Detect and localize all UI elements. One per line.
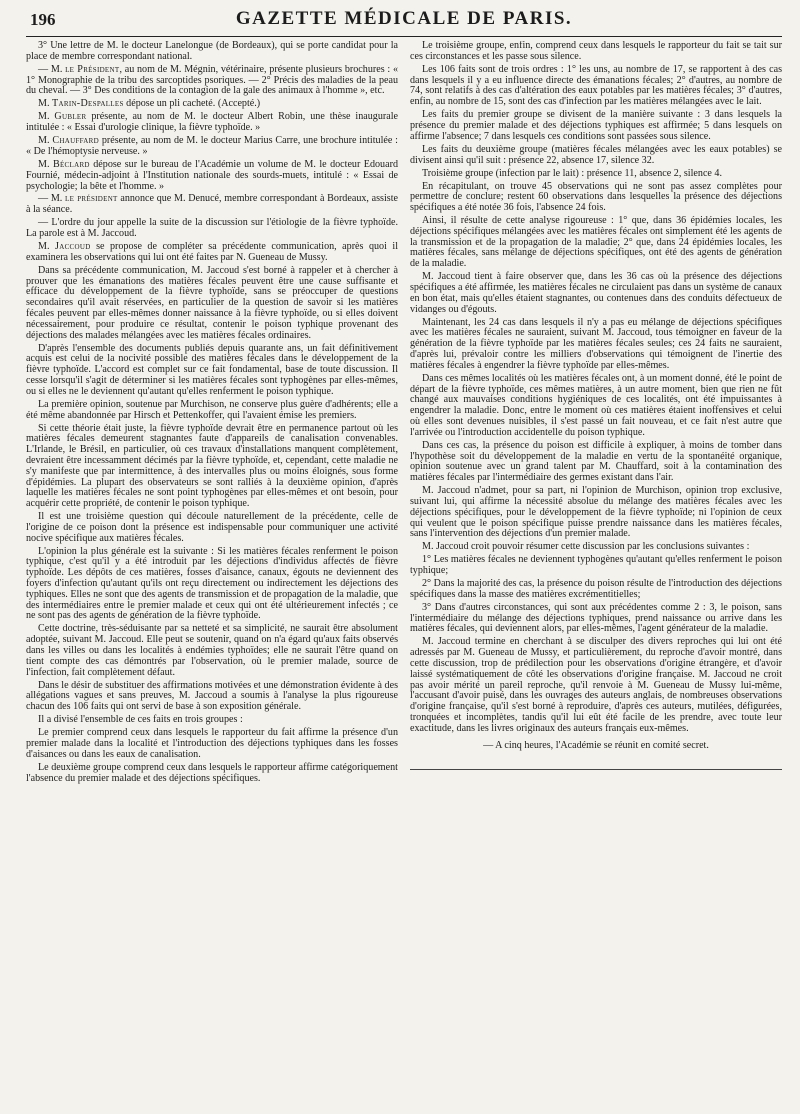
- paragraph: [410, 145, 782, 167]
- paragraph-text: présente, au nom de M. le docteur Marius Carre, une brochure intitulée : « De l'hémoptysie nerveuse. »: [26, 135, 398, 157]
- paragraph-text: M. Jaccoud termine en cherchant à se disculper des divers reproches qui lui ont été adressés par M. Gueneau de Mussy, et particulièrement, du reproche d'avoir montré, dans cette discussion, trop de prédilection pour les observations d'origine étrangère, et d'avoir laissé systématiquement de côté les observations d'origine française. M. Jaccoud ne croit pas avoir mérité un pareil reproche, qu'il renvoie à M. Gueneau de Mussy lui-même, l'accusant d'avoir puisé, dans les ouvrages des auteurs anglais, de nombreuses observations d'origine française, qu'il s'est borné à reproduire, d'après ces auteurs, mutilées, défigurées, tronquées et incomplètes, tandis qu'il lui eût été facile de les prendre, avec toute leur exactitude, dans les livres originaux des auteurs français eux-mêmes.: [410, 636, 782, 734]
- page-number: 196: [30, 10, 56, 29]
- paragraph: [410, 272, 782, 315]
- journal-title: GAZETTE MÉDICALE DE PARIS.: [235, 8, 573, 29]
- paragraph: [410, 318, 782, 372]
- paragraph: [26, 400, 398, 422]
- paragraph-text: D'après l'ensemble des documents publiés depuis quarante ans, un fait définitivement acquis est celui de la nocivité possible des matières fécales dans le développement de la fièvre typhoïde. L'accord est complet sur ce fait fondamental, base de toute discussion. Il cesse lorsqu'il s'agit de déterminer si les matières fécales sont typhogènes par elles-mêmes, ou si elles ne le deviennent qu'autant qu'elles renferment le poison typhique.: [26, 342, 398, 397]
- paragraph-text: M.: [38, 111, 55, 123]
- speaker-name: Béclard: [52, 158, 90, 170]
- paragraph-text: L'opinion la plus générale est la suivante : Si les matières fécales renferment le poison typhique, c'est qu'il y a été introduit par les déjections d'individus affectés de fièvre typhoïde. Les dépôts de ces matières, fosses d'aisance, canaux, égouts ne deviennent des foyers d'infection qu'autant qu'ils ont reçu directement ou indirectement les déjections des typhiques. Elles ne sont que des agents de transmission et de propagation de la maladie, que des intermédiaires entre le premier malade et ceux qui ont été ultérieurement infectés ; ce ne sont pas des agents de génération de la fièvre typhoïde.: [26, 545, 398, 622]
- paragraph: [410, 542, 782, 553]
- paragraph: [26, 242, 398, 264]
- paragraph-text: M.: [38, 241, 55, 253]
- speaker-name: Chauffard: [52, 135, 99, 147]
- paragraph: [26, 424, 398, 510]
- article-columns: [26, 41, 782, 1101]
- paragraph: [26, 715, 398, 726]
- paragraph-text: Il est une troisième question qui découle naturellement de la précédente, celle de l'origine de ce poison dont la présence est indispensable pour communiquer une activité nocive spécifique aux matières fécales.: [26, 511, 398, 544]
- paragraph-text: dépose un pli cacheté. (Accepté.): [123, 98, 261, 110]
- paragraph-text: 3° Une lettre de M. le docteur Lanelongue (de Bordeaux), qui se porte candidat pour la place de membre correspondant national.: [26, 41, 398, 62]
- paragraph-text: En récapitulant, on trouve 45 observations qui ne sont pas assez complètes pour permettre de conclure; restent 60 observations dans lesquelles la présence des déjections spécifiques a été notée 36 fois, l'absence 24 fois.: [410, 180, 782, 214]
- paragraph: [410, 41, 782, 63]
- paragraph-text: Les faits du premier groupe se divisent de la manière suivante : 3 dans lesquels la présence du premier malade et des déjections typhiques est affirmée; 5 dans lesquels on affirme l'absence; 7 dans lesquels ces conditions sont passées sous silence.: [410, 109, 782, 142]
- paragraph-text: se propose de compléter sa précédente communication, après quoi il examinera les observations qui lui ont été faites par N. Gueneau de Mussy.: [26, 241, 398, 263]
- paragraph-text: Les faits du deuxième groupe (matières fécales mélangées avec les eaux potables) se divisent ainsi qu'il suit : présence 22, absence 17, silence 32.: [410, 143, 782, 166]
- paragraph-text: Dans ces cas, la présence du poison est difficile à expliquer, à moins de tomber dans l'hypothèse soit du développement de la maladie en vertu de la spontanéité organique, opinion soutenue avec un grand talent par M. Chauffard, soit à la contamination des matières fécales par l'intermédiaire des germes existant dans l'air.: [410, 439, 782, 484]
- paragraph: [26, 65, 398, 97]
- paragraph-text: dépose sur le bureau de l'Académie un volume de M. le docteur Edouard Fournié, médecin-adjoint à l'Institution nationale des sourds-muets, intitulé : « Essai de psychologie; la bête et l'homme. »: [26, 158, 398, 192]
- paragraph-text: Ainsi, il résulte de cette analyse rigoureuse : 1° que, dans 36 épidémies locales, les déjections spécifiques mélangées avec les matières fécales ont simplement été les agents de la transmission et de la propagation de la maladie; 2° que, dans 24 épidémies locales, les matières fécales, sans mélange de déjections spécifiques, ont été des agents de génération de la maladie.: [410, 215, 782, 270]
- paragraph: [26, 99, 398, 110]
- paragraph-text: Si cette théorie était juste, la fièvre typhoïde devrait être en permanence partout où les matières fécales demeurent stagnantes faute d'appareils de canalisation convenables. L'Irlande, le Brésil, en particulier, où ces travaux d'installations manquent complètement, devraient être incessamment décimés par la fièvre typhoïde, et, cependant, cette maladie ne s'y manifeste que par intermittence, à des intervalles plus ou moins éloignés, sous forme d'épidémies. La plupart des observateurs se sont ralliés à la deuxième opinion, d'après laquelle les matières fécales ne sont point typhogènes par elles-mêmes et ont besoin, pour acquérir cette propriété, de contenir le poison typhique.: [26, 422, 398, 510]
- paragraph: [26, 194, 398, 216]
- paragraph: [410, 169, 782, 180]
- paragraph-text: Troisième groupe (infection par le lait) : présence 11, absence 2, silence 4.: [422, 167, 722, 179]
- paragraph-text: — M.: [38, 63, 66, 75]
- paragraph-text: 1° Les matières fécales ne deviennent typhogènes qu'autant qu'elles renferment le poison typhique;: [410, 554, 782, 577]
- paragraph: [410, 216, 782, 270]
- paragraph: [26, 624, 398, 678]
- left-column: [26, 41, 398, 1101]
- page-header: [26, 8, 782, 34]
- paragraph: [26, 266, 398, 342]
- right-column-paragraphs: [410, 41, 782, 735]
- paragraph-text: , au nom de M. Mégnin, vétérinaire, présente plusieurs brochures : « 1° Monographie de la tribu des sarcoptides psoriques. — 2° Précis des maladies de la peau du cheval. — 3° Des conditions de la contagion de la gale des animaux à l'homme », etc.: [26, 63, 398, 97]
- paragraph: [26, 763, 398, 785]
- paragraph-text: Il a divisé l'ensemble de ces faits en trois groupes :: [38, 714, 243, 726]
- paragraph-text: 3° Dans d'autres circonstances, qui sont aux précédentes comme 2 : 3, le poison, sans l'intermédiaire du mélange des déjections typhiques, prend naissance ou arrive dans les matières fécales, qui deviennent alors, par elles-mêmes, l'agent générateur de la maladie.: [410, 601, 782, 635]
- paragraph-text: M.: [38, 158, 53, 170]
- paragraph-text: Le deuxième groupe comprend ceux dans lesquels le rapporteur affirme catégoriquement l'absence du premier malade et des déjections spécifiques.: [26, 761, 398, 784]
- paragraph: [410, 65, 782, 108]
- paragraph-text: M.: [38, 98, 53, 110]
- paragraph-text: M. Jaccoud tient à faire observer que, dans les 36 cas où la présence des déjections spécifiques a été affirmée, les matières fécales ne circulaient pas dans un système de canaux en bon état, mais qu'elles étaient stagnantes, ou contenues dans des conduits défectueux de vidanges ou d'égouts.: [410, 271, 782, 315]
- paragraph-text: — M.: [38, 193, 66, 205]
- paragraph-text: M. Jaccoud n'admet, pour sa part, ni l'opinion de Murchison, opinion trop exclusive, suivant lui, qui affirme la nécessité absolue du mélange des matières fécales avec les déjections spécifiques, pour le développement de la fièvre typhoïde; ni l'opinion de ceux qui veulent que le poison spécifique puisse prendre naissance dans les matières fécales, sans l'intervention des déjections d'un premier malade.: [410, 485, 782, 540]
- paragraph: [26, 681, 398, 713]
- paragraph: [410, 441, 782, 484]
- paragraph: [410, 110, 782, 142]
- paragraph-text: annonce que M. Denucé, membre correspondant à Bordeaux, assiste à la séance.: [26, 193, 398, 216]
- header-rule: [26, 36, 782, 37]
- paragraph: [26, 547, 398, 623]
- right-column: [410, 41, 782, 1101]
- paragraph: [26, 112, 398, 134]
- paragraph-text: Dans sa précédente communication, M. Jaccoud s'est borné à rappeler et à chercher à prouver que les émanations des matières fécales peuvent être une cause suffisante et efficace du développement de la fièvre typhoïde, sans se préoccuper de questions secondaires qu'il avait réservées, en particulier de la question de savoir si les matières fécales peuvent par elles-mêmes donner naissance à la fièvre typhoïde, ou si elles doivent nécessairement, pour produire ce résultat, contenir le poison typhique provenant des déjections des malades mélangées avec les matières fécales ordinaires.: [26, 264, 398, 341]
- closing-rule: [410, 769, 782, 770]
- paragraph: [26, 728, 398, 760]
- paragraph-text: Dans ces mêmes localités où les matières fécales ont, à un moment donné, été le point de départ de la fièvre typhoïde, ces mêmes matières, à un autre moment, bien que rien ne fût changé aux mauvaises conditions hygiéniques de ces localités, ont été impuissantes à engendrer la maladie. Donc, entre le moment où ces matières étaient inoffensives et celui où elles sont devenues nuisibles, il s'est passé un fait nouveau, et ce fait n'est autre que l'arrivée ou l'introduction accidentelle du poison typhique.: [410, 372, 782, 438]
- paragraph: [410, 182, 782, 214]
- closing-line: — A cinq heures, l'Académie se réunit en comité secret.: [483, 739, 709, 751]
- paragraph-text: présente, au nom de M. le docteur Albert Robin, une thèse inaugurale intitulée : « Essai d'urologie clinique, la fièvre typhoïde. »: [26, 111, 398, 134]
- paragraph: [410, 603, 782, 635]
- paragraph-text: 2° Dans la majorité des cas, la présence du poison résulte de l'introduction des déjections spécifiques dans la masse des matières excrémentitielles;: [410, 578, 782, 600]
- paragraph: [26, 344, 398, 398]
- paragraph: [410, 555, 782, 577]
- speaker-name: le Président: [65, 63, 120, 75]
- paragraph: [26, 218, 398, 240]
- paragraph-text: Cette doctrine, très-séduisante par sa netteté et sa simplicité, ne saurait être absolument adoptée, suivant M. Jaccoud. Elle peut se soutenir, quand on n'a égard qu'aux faits observés dans les villes ou dans les localités à endémies typhoïdes; elle ne saurait l'être quand on tient compte des cas démontrés par l'observation, où le premier malade, source de l'infection, fait complètement défaut.: [26, 623, 398, 678]
- paragraph: [26, 512, 398, 544]
- paragraph-text: M. Jaccoud croit pouvoir résumer cette discussion par les conclusions suivantes :: [422, 541, 750, 553]
- paragraph-text: Les 106 faits sont de trois ordres : 1° les uns, au nombre de 17, se rapportent à des cas dans lesquels il y a eu influence directe des émanations fécales; 2° d'autres, au nombre de 74, sont relatifs à des cas d'altération des eaux potables par les matières fécales; 3° d'autres, enfin, au nombre de 15, sont des cas d'infection par les matières mélangées avec le lait.: [410, 63, 782, 108]
- paragraph-text: M.: [38, 135, 53, 147]
- paragraph: [410, 637, 782, 734]
- paragraph: [26, 41, 398, 63]
- paragraph: [26, 160, 398, 192]
- paragraph: [410, 579, 782, 601]
- speaker-name: Tarin-Despalles: [52, 98, 124, 110]
- speaker-name: Jaccoud: [55, 241, 91, 253]
- paragraph: [410, 486, 782, 540]
- paragraph-text: Le premier comprend ceux dans lesquels le rapporteur du fait affirme la présence d'un premier malade dans la localité et l'introduction des déjections typhiques dans les fosses d'aisances ou dans les eaux de canalisation.: [26, 727, 398, 760]
- paragraph-text: Le troisième groupe, enfin, comprend ceux dans lesquels le rapporteur du fait se tait sur ces circonstances et les passe sous silence.: [410, 41, 782, 62]
- paragraph-text: — L'ordre du jour appelle la suite de la discussion sur l'étiologie de la fièvre typhoïde. La parole est à M. Jaccoud.: [26, 217, 398, 240]
- paragraph: [410, 374, 782, 439]
- paragraph-text: Dans le désir de substituer des affirmations motivées et une démonstration évidente à des allégations vagues et sans preuves, M. Jaccoud a soumis à l'analyse la plus rigoureuse chacun des 106 faits qui ont servi de base à son exposition générale.: [26, 679, 398, 713]
- speaker-name: Gubler: [54, 111, 87, 123]
- speaker-name: le président: [65, 193, 118, 205]
- paragraph-text: Maintenant, les 24 cas dans lesquels il n'y a pas eu mélange de déjections spécifiques avec les matières fécales ne sauraient, suivant M. Jaccoud, tous témoigner en faveur de la génération de la fièvre typhoïde par les matières fécales seules; ces 24 faits ne sauraient, d'après lui, prévaloir contre les milliers d'observations qui témoignent de l'inertie des matières fécales à engendrer la fièvre typhoïde par elles-mêmes.: [410, 316, 782, 371]
- paragraph-text: La première opinion, soutenue par Murchison, ne conserve plus guère d'adhérents; elle a été même abandonnée par Hirsch et Pettenkoffer, qui l'avaient émise les premiers.: [26, 398, 398, 421]
- paragraph: [26, 136, 398, 158]
